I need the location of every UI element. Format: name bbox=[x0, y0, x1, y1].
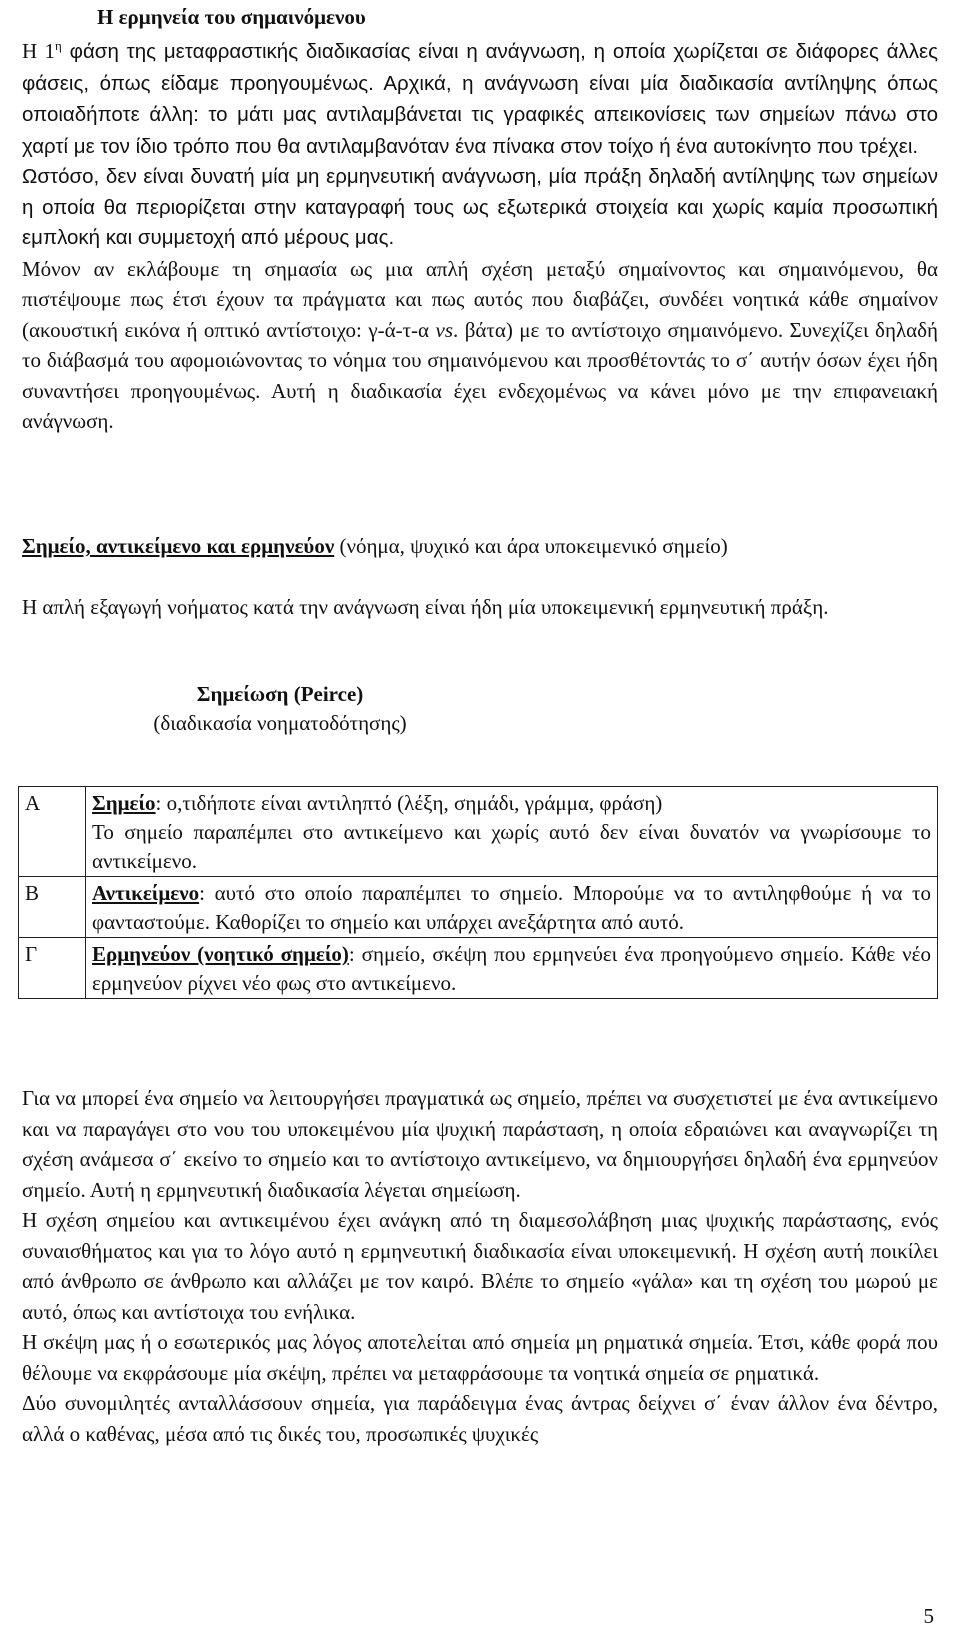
paragraph-3 bbox=[22, 254, 938, 437]
section2-paragraph: Η απλή εξαγωγή νοήματος κατά την ανάγνωση είναι ήδη μία υποκειμενική ερμηνευτική πράξη. bbox=[22, 595, 829, 619]
semiosis-title: Σημείωση (Peirce) bbox=[196, 682, 364, 706]
paragraph-3-text-b: . βάτα) με το αντίστοιχο σημαινόμενο. Συνεχίζει δηλαδή το διάβασμά του αφομοιώνοντας το νόημα του σημαινόμενου και προσθέτοντάς το σ΄ αυτήν όσων έχει ήδη συναντήσει προηγουμένως. Αυτή η διαδικασία έχει ενδεχομένως να κάνει μόνο με την επιφανειακή ανάγνωση. bbox=[22, 317, 939, 433]
definition-extra: Το σημείο παραπέμπει στο αντικείμενο και χωρίς αυτό δεν είναι δυνατόν να γνωρίσουμε το αντικείμενο. bbox=[92, 820, 931, 873]
semiosis-subtitle: (διαδικασία νοηματοδότησης) bbox=[153, 711, 407, 735]
definition-cell bbox=[86, 877, 938, 938]
definition-term: Αντικείμενο bbox=[92, 881, 200, 905]
paragraph-2: Ωστόσο, δεν είναι δυνατή μία μη ερμηνευτική ανάγνωση, μία πράξη δηλαδή αντίληψης των σημείων η οποία θα περιορίζεται στην καταγραφή τους ως εξωτερικά στοιχεία και χωρίς καμία προσωπική εμπλοκή και συμμετοχή από μέρους μας. bbox=[22, 165, 938, 249]
paragraph-1-text: φάση της μεταφραστικής διαδικασίας είναι η ανάγνωση, η οποία χωρίζεται σε διάφορες άλλες φάσεις, όπως είδαμε προηγουμένως. Αρχικά, η ανάγνωση είναι μία διαδικασία αντίληψης όπως οποιαδήποτε άλλη: το μάτι μας αντιλαμβάνεται τις γραφικές απεικονίσεις των σημείων πάνω στο χαρτί με τον ίδιο τρόπο που θα αντιλαμβανόταν ένα πίνακα στον τοίχο ή ένα αυτοκίνητο που τρέχει. bbox=[22, 40, 938, 158]
definition-label: Γ bbox=[19, 938, 86, 999]
closing-paragraph-3: Η σκέψη μας ή ο εσωτερικός μας λόγος αποτελείται από σημεία μη ρηματικά σημεία. Έτσι, κάθε φορά που θέλουμε να εκφράσουμε μία σκέψη, πρέπει να μεταφράσουμε τα νοητικά σημεία σε ρηματικά. bbox=[22, 1330, 938, 1385]
definitions-table bbox=[18, 786, 938, 999]
closing-section bbox=[22, 1083, 938, 1449]
definition-label: Β bbox=[19, 877, 86, 938]
closing-paragraph-2: Η σχέση σημείου και αντικειμένου έχει ανάγκη από τη διαμεσολάβηση μιας ψυχικής παράστασης, ενός συναισθήματος και για το λόγο αυτό η ερμηνευτική διαδικασία είναι υποκειμενική. Η σχέση αυτή ποικίλει από άνθρωπο σε άνθρωπο και αλλάζει με τον καιρό. Βλέπε το σημείο «γάλα» και τη σχέση του μωρού με αυτό, όπως και αντίστοιχα του ενήλικα. bbox=[22, 1208, 938, 1324]
closing-paragraph-4: Δύο συνομιλητές ανταλλάσσουν σημεία, για παράδειγμα ένας άντρας δείχνει σ΄ έναν άλλον ένα δέντρο, αλλά ο καθένας, μέσα από τις δικές του, προσωπικές ψυχικές bbox=[22, 1391, 938, 1446]
paragraph-3-vs: vs bbox=[435, 317, 454, 342]
paragraph-1-prefix: Η 1 bbox=[22, 39, 56, 63]
definition-cell bbox=[86, 787, 938, 877]
ordinal-superscript: η bbox=[55, 38, 62, 53]
paragraph-1 bbox=[22, 31, 938, 162]
closing-paragraph-1: Για να μπορεί ένα σημείο να λειτουργήσει πραγματικά ως σημείο, πρέπει να συσχετιστεί με ένα αντικείμενο και να παραγάγει στο νου του υποκειμένου μία ψυχική παράσταση, η οποία εδραιώνει και αναγνωρίζει τη σχέση ανάμεσα σ΄ εκείνο το σημείο και το αντίστοιχο αντικείμενο, να δημιουργήσει δηλαδή ένα ερμηνεύον σημείο. Αυτή η ερμηνευτική διαδικασία λέγεται σημείωση. bbox=[22, 1086, 938, 1202]
definition-text: : σημείο, σκέψη που ερμηνεύει ένα προηγούμενο σημείο. Κάθε νέο ερμηνεύον ρίχνει νέο φως στο αντικείμενο. bbox=[92, 942, 931, 995]
section2-heading-bold: Σημείο, αντικείμενο και ερμηνεύον bbox=[22, 534, 335, 558]
definition-term: Σημείο bbox=[92, 791, 156, 815]
section2-heading bbox=[22, 531, 938, 562]
section2-heading-rest: (νόημα, ψυχικό και άρα υποκειμενικό σημείο) bbox=[334, 534, 728, 558]
page-number: 5 bbox=[923, 1604, 934, 1628]
paragraph-3-text-a: Μόνον αν εκλάβουμε τη σημασία ως μια απλή σχέση μεταξύ σημαίνοντος και σημαινόμενου, θα πιστέψουμε πως έτσι έχουν τα πράγματα και πως αυτός που διαβάζει, συνδέει νοητικά κάθε σημαίνον (ακουστική εικόνα ή οπτικό αντίστοιχο: γ-ά-τ-α bbox=[22, 256, 938, 342]
section1-body bbox=[22, 31, 938, 437]
definition-text: : ο,τιδήποτε είναι αντιληπτό (λέξη, σημάδι, γράμμα, φράση) bbox=[155, 791, 663, 815]
definition-cell bbox=[86, 938, 938, 999]
definition-row bbox=[19, 877, 938, 938]
definition-text: : αυτό στο οποίο παραπέμπει το σημείο. Μπορούμε να το αντιληφθούμε ή να το φανταστούμε. Καθορίζει το σημείο και υπάρχει ανεξάρτητα από αυτό. bbox=[92, 881, 931, 934]
section-title: Η ερμηνεία του σημαινόμενου bbox=[97, 5, 366, 29]
definition-label: Α bbox=[19, 787, 86, 877]
definition-row bbox=[19, 787, 938, 877]
definition-term: Ερμηνεύον (νοητικό σημείο) bbox=[92, 942, 349, 966]
definition-row bbox=[19, 938, 938, 999]
